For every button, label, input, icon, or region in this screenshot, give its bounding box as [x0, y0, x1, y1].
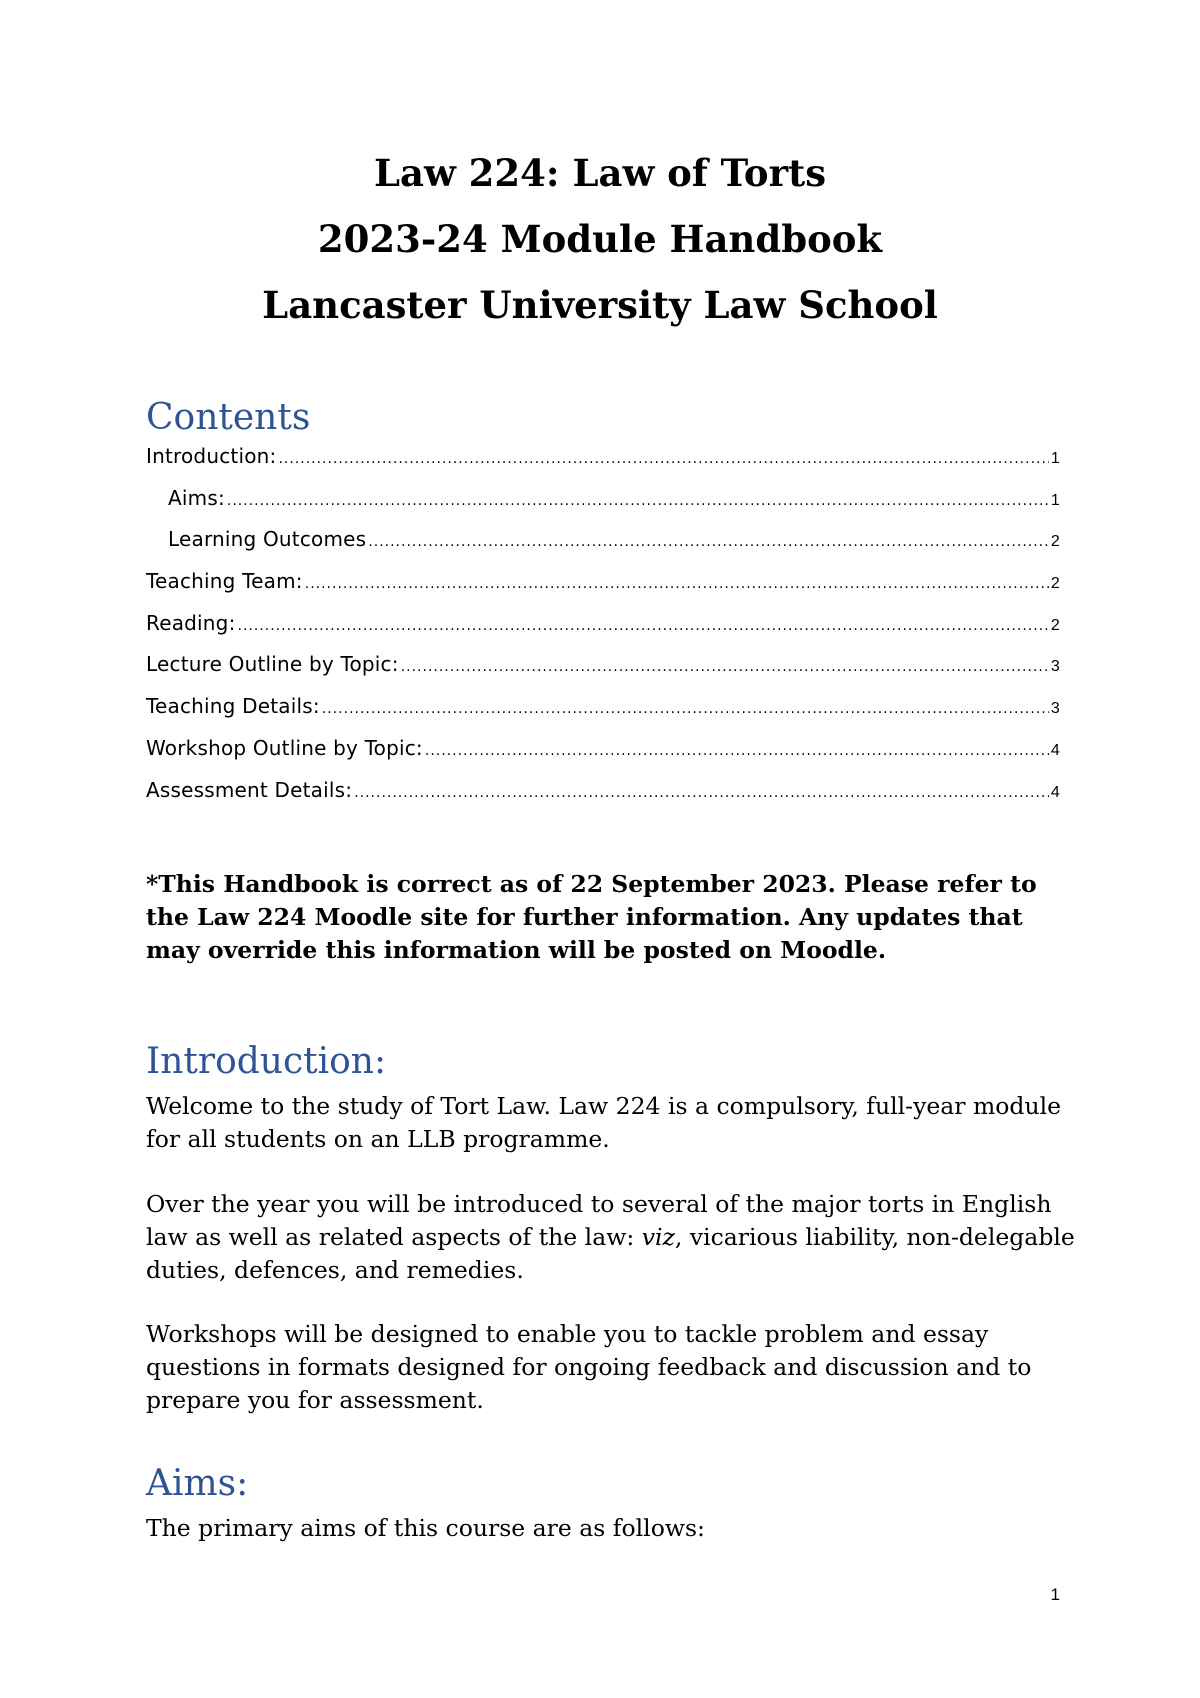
toc-entry-label: Workshop Outline by Topic:	[146, 735, 423, 760]
handbook-title: 2023-24 Module Handbook	[317, 217, 883, 261]
toc-entry[interactable]	[146, 692, 1060, 734]
toc-entry[interactable]	[146, 609, 1060, 651]
toc-entry-label: Teaching Details:	[146, 694, 320, 719]
toc-entry-label: Assessment Details:	[146, 777, 353, 802]
toc-dot-leader	[238, 612, 1049, 640]
toc-entry[interactable]	[146, 525, 1060, 567]
title-block	[0, 140, 1200, 338]
toc-dot-leader	[354, 779, 1049, 807]
school-title: Lancaster University Law School	[262, 283, 938, 327]
contents-heading: Contents	[146, 397, 311, 438]
handbook-notice: *This Handbook is correct as of 22 September 2023. Please refer to the Law 224 Moodle site for further information. Any updates that may override this information will be posted on Moodle.	[146, 870, 1037, 964]
table-of-contents	[146, 442, 1060, 817]
toc-entry-label: Teaching Team:	[146, 569, 303, 594]
toc-entry-page: 3	[1050, 658, 1060, 676]
toc-entry[interactable]	[146, 484, 1060, 526]
toc-entry-page: 4	[1050, 783, 1060, 801]
toc-entry-page: 2	[1050, 533, 1060, 551]
toc-dot-leader	[322, 695, 1049, 723]
toc-entry-page: 3	[1050, 700, 1060, 718]
aims-heading: Aims:	[146, 1463, 249, 1504]
toc-dot-leader	[278, 445, 1048, 473]
toc-entry[interactable]	[146, 567, 1060, 609]
paragraph-text: Over the year you will be introduced to several of the major torts in English law as well as related aspects of the law:	[146, 1190, 1052, 1251]
introduction-paragraph-3: Workshops will be designed to enable you to tackle problem and essay questions in formats designed for ongoing feedback and discussion and to prepare you for assessment.	[146, 1320, 1032, 1414]
toc-entry[interactable]	[146, 734, 1060, 776]
toc-entry-page: 1	[1050, 491, 1060, 509]
toc-entry-page: 4	[1050, 741, 1060, 759]
introduction-heading: Introduction:	[146, 1041, 387, 1082]
toc-entry-label: Learning Outcomes	[168, 527, 367, 552]
module-title: Law 224: Law of Torts	[373, 151, 827, 195]
toc-dot-leader	[305, 570, 1049, 598]
toc-entry-label: Lecture Outline by Topic:	[146, 652, 399, 677]
aims-paragraph: The primary aims of this course are as follows:	[146, 1514, 705, 1542]
toc-dot-leader	[368, 528, 1049, 556]
toc-entry-label: Introduction:	[146, 444, 277, 468]
toc-entry-page: 2	[1050, 616, 1060, 634]
introduction-paragraph-2	[146, 1188, 1076, 1287]
toc-entry[interactable]	[146, 650, 1060, 692]
toc-entry[interactable]	[146, 442, 1060, 484]
toc-entry-page: 1	[1050, 450, 1060, 467]
paragraph-text: , vicarious liability, non-delegable duties, defences, and remedies.	[146, 1223, 1075, 1284]
toc-entry-page: 2	[1050, 575, 1060, 593]
toc-dot-leader	[227, 487, 1049, 515]
page-number: 1	[1050, 1585, 1060, 1604]
toc-dot-leader	[401, 653, 1049, 681]
introduction-paragraph-1: Welcome to the study of Tort Law. Law 224 is a compulsory, full-year module for all students on an LLB programme.	[146, 1092, 1062, 1153]
toc-dot-leader	[425, 737, 1049, 765]
toc-entry[interactable]	[146, 776, 1060, 818]
paragraph-italic-text: viz	[641, 1223, 675, 1251]
toc-entry-label: Aims:	[168, 485, 225, 510]
toc-entry-label: Reading:	[146, 610, 236, 635]
